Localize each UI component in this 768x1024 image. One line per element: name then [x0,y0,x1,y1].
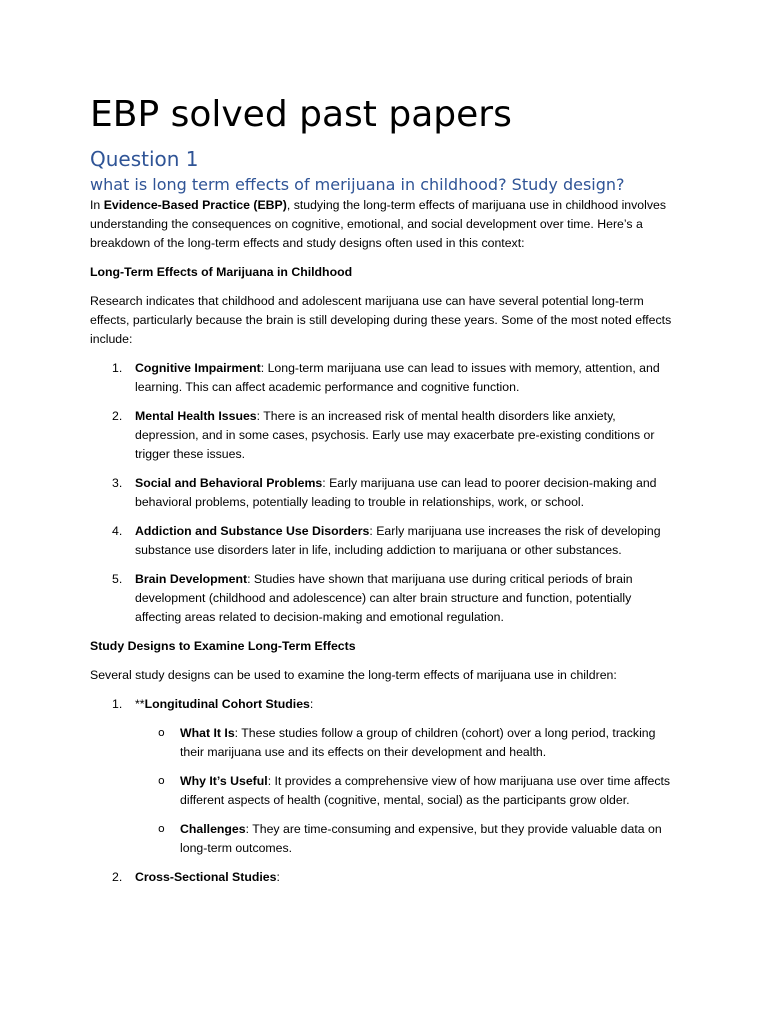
design-number: 2. [112,870,123,884]
design-point [135,724,680,762]
intro-paragraph [90,196,680,253]
effect-term: Brain Development [135,572,248,586]
point-term: What It Is [180,726,235,740]
effect-number: 5. [112,572,123,586]
designs-list [90,695,680,887]
effect-term: Cognitive Impairment [135,361,261,375]
effect-term: Addiction and Substance Use Disorders [135,524,370,538]
design-item [90,868,680,887]
intro-text: , studying the long-term effects of marijuana use in childhood involves understanding the consequences on cognitive, emotional, and social development over time. Here’s a breakdown of the long-term effects and study designs often used in this context: [90,198,666,250]
effect-term: Mental Health Issues [135,409,257,423]
effects-list [90,359,680,627]
bullet-icon: o [158,726,165,739]
effect-text: : Early marijuana use increases the risk of developing substance use disorders later in life, including addiction to marijuana or other substances. [135,524,661,557]
effects-intro: Research indicates that childhood and adolescent marijuana use can have several potential long-term effects, particularly because the brain is still developing during these years. Some of the most noted effects include: [90,294,672,346]
design-text: : [309,697,314,711]
effect-item [90,522,680,560]
effect-item [90,359,680,397]
effect-number: 4. [112,524,123,538]
effect-text: : Early marijuana use can lead to poorer decision-making and behavioral problems, potentially leading to trouble in relationships, work, or school. [135,476,657,509]
designs-heading: Study Designs to Examine Long-Term Effects [90,639,356,653]
point-term: Why It’s Useful [180,774,268,788]
design-number: 1. [112,697,123,711]
design-point [135,820,680,858]
effects-heading: Long-Term Effects of Marijuana in Childhood [90,265,353,279]
intro-bold-term: Evidence-Based Practice (EBP) [103,198,287,212]
document-body [90,94,680,897]
point-text: : These studies follow a group of children (cohort) over a long period, tracking their marijuana use and its effects on their development and health. [180,726,656,759]
design-points-list [135,724,680,858]
question-text: what is long term effects of merijuana in childhood? Study design? [90,175,625,194]
effect-item [90,474,680,512]
design-text: : [276,870,280,884]
effect-term: Social and Behavioral Problems [135,476,323,490]
effect-number: 2. [112,409,123,423]
effect-number: 3. [112,476,123,490]
design-term: Cross-Sectional Studies [135,870,277,884]
design-point [135,772,680,810]
bullet-icon: o [158,774,165,787]
effect-text: : There is an increased risk of mental health disorders like anxiety, depression, and in some cases, psychosis. Early use may exacerbate pre-existing conditions or trigger these issues. [135,409,655,461]
point-text: : It provides a comprehensive view of how marijuana use over time affects different aspects of health (cognitive, mental, social) as the participants grow older. [180,774,671,807]
effect-text: : Long-term marijuana use can lead to issues with memory, attention, and learning. This can affect academic performance and cognitive function. [135,361,660,394]
document-title: EBP solved past papers [90,94,512,135]
effect-item [90,570,680,627]
effect-item [90,407,680,464]
effect-text: : Studies have shown that marijuana use during critical periods of brain development (childhood and adolescence) can alter brain structure and function, potentially affecting areas related to decision-making and emotional regulation. [135,572,633,624]
point-text: : They are time-consuming and expensive, but they provide valuable data on long-term outcomes. [180,822,662,855]
design-term: Longitudinal Cohort Studies [144,697,310,711]
intro-prefix: In [90,198,104,212]
designs-intro: Several study designs can be used to examine the long-term effects of marijuana use in children: [90,668,617,682]
design-item [90,695,680,858]
question-heading: Question 1 [90,147,199,171]
design-prefix: ** [135,697,145,711]
effect-number: 1. [112,361,123,375]
bullet-icon: o [158,822,165,835]
point-term: Challenges [180,822,246,836]
